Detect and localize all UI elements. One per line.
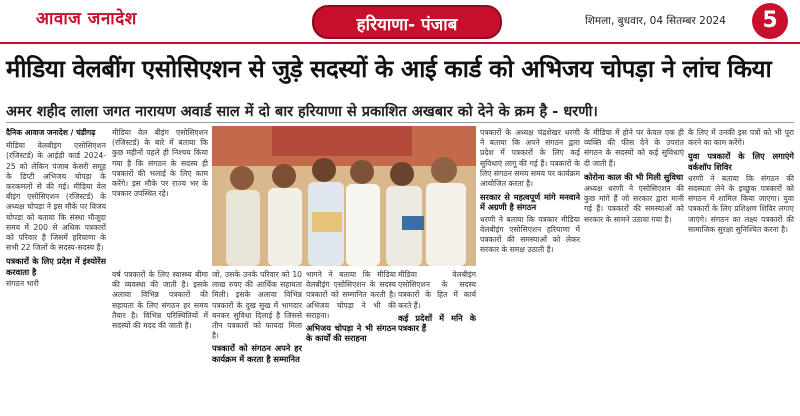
column-text: मीडिया वेल बीइंग एसोसिएशन (रजिस्टर्ड) के बारे में बताया कि कुछ महीनों पहले ही निश्चय किया गया है कि संगठन के सदस्य ही पत्रकारों की भलाई के लिए काम करेंगे। इस मौके पर राज्य भर के पत्रकार उपस्थित रहे।: [112, 128, 208, 199]
column-subhead: पत्रकारों को संगठन अपने हर कार्यक्रम में करता है सम्मानित: [212, 343, 302, 364]
masthead: [0, 0, 800, 44]
sub-headline: अमर शहीद लाला जगत नारायण अवार्ड साल में दो बार हरियाणा से प्रकाशित अखबार को देने के क्रम है - धरणी।: [6, 104, 598, 120]
column-subhead: कई प्रदेशों में मनि के पत्रकार हैं: [398, 312, 476, 334]
group-photo-icon: [212, 126, 476, 266]
section-banner: [312, 5, 502, 39]
article-column-4: [306, 270, 396, 416]
column-text: मीडिया वेलबीइंग एसोसिएशन (रजिस्टर्ड) के आईडी कार्ड 2024- 25 को लेकिन पंजाब केसरी समूह के डिप्टी अभिजय चोपड़ा के करकमलों से की गई। मीडिया वेल बीइंग एसोसिएशन (रजिस्टर्ड) के अध्यक्ष चोपड़ा ने इस मौके पर विजय चोपड़ा को बताया कि संस्था मौजूदा समय में 200 से अधिक पत्रकारों को परिवार है जिसमें हरियाणा के सभी 22 जिलों के सदस्य-सदस्य हैं।: [6, 141, 106, 253]
column-text: धरणी ने बताया कि पत्रकार मीडिया वेलबीइंग एसोसिएशन हरियाणा में पत्रकारों की समस्याओं को लेकर सरकार के समक्ष उठाती है।: [480, 214, 580, 255]
column-text: के लिए में उनकी इस पत्रों को भी पूरा करने का काम करेंगे।: [688, 128, 794, 148]
article-column-1: [6, 128, 106, 416]
news-photo: [212, 126, 476, 266]
column-subhead: अभिजय चोपड़ा ने भी संगठन के कार्यों की सराहना: [306, 323, 396, 344]
column-text: मीडिया वेलबीइंग एसोसिएशन के सदस्य पत्रकारों के हित में कार्य करते हैं।: [398, 270, 476, 310]
column-text: संगठन भारी: [6, 278, 39, 288]
page-number: 5: [752, 3, 788, 39]
article-column-5: [398, 270, 476, 416]
divider: [6, 122, 794, 123]
article-column-3: [212, 270, 302, 416]
column-text: पत्रकारों के अध्यक्ष चंद्रशेखर धरणी ने बताया कि अपने संगठन द्वारा प्रदेश में पत्रकारों के लिए कई सुविधाएं लागू की गई हैं। पत्रकारों के लिए संगठन समय समय पर कार्यक्रम आयोजित करता है।: [480, 128, 580, 189]
column-text: के मीडिया में होने पर केवल एक ही व्यक्ति की फीस देने के उपरांत संगठन के सदस्यों को कई सुविधाएं दी जाती हैं।: [584, 128, 684, 168]
column-text: वर्ष पत्रकारों के लिए स्वास्थ्य बीमा की व्यवस्था की जाती है। इसके अलावा विभिन्न पत्रकारों की सहायता के लिए संगठन हर समय तैयार है। विभिन्न परिस्थितियों में सदस्यों की मदद की जाती है।: [112, 270, 208, 331]
column-text: भागने ने बताया कि मीडिया वेलबीइंग एसोसिएशन के सदस्य पत्रकारों को सम्मानित करती है। अभिजय चोपड़ा ने भी की सराहना।: [306, 270, 396, 320]
section-label: हरियाणा- पंजाब: [356, 15, 458, 35]
article-column-6: [480, 128, 580, 416]
dateline: शिमला, बुधवार, 04 सितम्बर 2024: [585, 15, 726, 27]
column-subhead: युवा पत्रकारों के लिए लगाएंगे वर्कशॉप शिविर: [688, 151, 794, 172]
column-text: अध्यक्ष धरणी ने एसोसिएशन की कुछ मांगे हैं जो सरकार द्वारा मानी गई हैं। पत्रकारों की समस्याओं को सरकार के सामने उठाया गया है।: [584, 184, 684, 224]
column-subhead: पत्रकारों के लिए प्रदेश में इंश्योरेंस करवाता है: [6, 256, 106, 277]
paper-name: आवाज जनादेश: [36, 9, 137, 29]
column-text: जो, उसके उनके परिवार को 10 लाख रुपए की आर्थिक सहायता मिली। इसके अलावा विभिन्न पत्रकारों के दुख सुख में भागदार बनकर सुविधा दिलाई है जिससे तीन पत्रकारों को फायदा मिला है।: [212, 270, 302, 341]
article-column-2: [112, 128, 208, 258]
article-dateline: दैनिक आवाज जनादेश / चंडीगढ़: [6, 128, 96, 137]
column-subhead: कोरोना काल की भी मिली सुविधा: [584, 171, 684, 182]
article-column-7: [584, 128, 684, 416]
article-column-2-lower: [112, 270, 208, 416]
main-headline: मीडिया वेलबींग एसोसिएशन से जुड़े सदस्यों के आई कार्ड को अभिजय चोपड़ा ने लांच किया: [6, 55, 772, 83]
column-subhead: सरकार से महत्वपूर्ण मांगे मनवाने में अग्रणी है संगठन: [480, 192, 580, 213]
article-column-8: [688, 128, 794, 416]
column-text: धरणी ने बताया कि संगठन की सदस्यता लेने के इच्छुक पत्रकारों को संगठन में शामिल किया जाएगा। युवा पत्रकारों के लिए प्रशिक्षण शिविर लगाए जाएंगे। संगठन का लक्ष्य पत्रकारों की सामाजिक सुरक्षा सुनिश्चित करना है।: [688, 173, 794, 234]
